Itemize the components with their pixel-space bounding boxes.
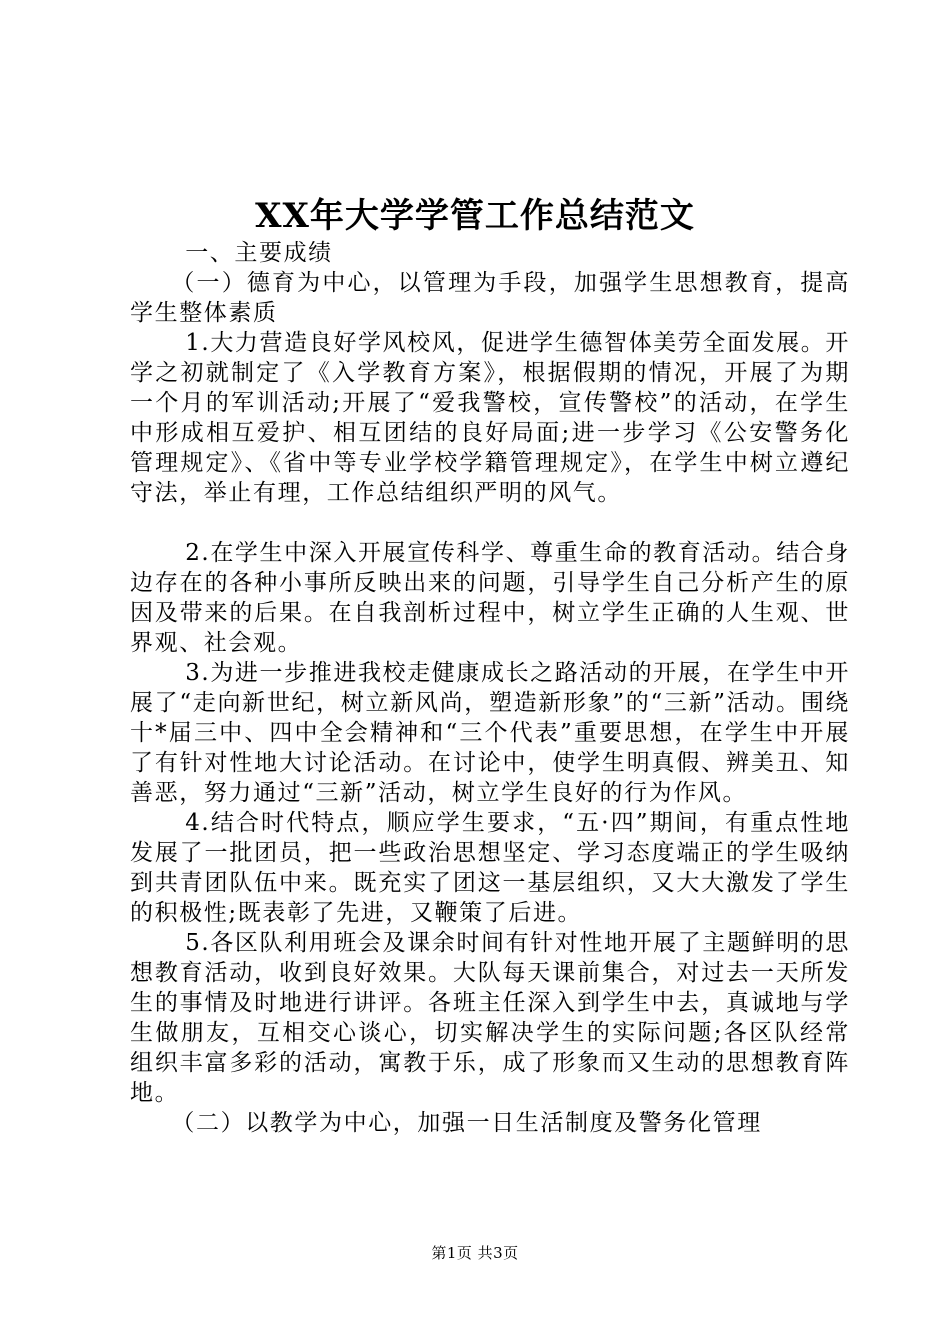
paragraph-item-1: 1.大力营造良好学风校风，促进学生德智体美劳全面发展。开学之初就制定了《入学教育方案》，根据假期的情况，开展了为期一个月的军训活动;开展了“爱我警校，宣传警校”的活动，在学生中形成相互爱护、相互团结的良好局面;进一步学习《公安警务化管理规定》、《省中等专业学校学籍管理规定》，在学生中树立遵纪守法，举止有理，工作总结组织严明的风气。 [130,330,850,506]
paragraph-item-4: 4.结合时代特点，顺应学生要求，“五·四”期间，有重点性地发展了一批团员，把一些政治思想坚定、学习态度端正的学生吸纳到共青团队伍中来。既充实了团这一基层组织，又大大激发了学生的积极性;既表彰了先进，又鞭策了后进。 [130,810,850,926]
section-heading: 一、主要成绩 [185,240,333,266]
subsection-heading: （一）德育为中心，以管理为手段，加强学生思想教育，提高学生整体素质 [130,270,850,326]
document-body [130,238,850,1138]
paragraph-item-3: 3.为进一步推进我校走健康成长之路活动的开展，在学生中开展了“走向新世纪，树立新风尚，塑造新形象”的“三新”活动。围绕十*届三中、四中全会精神和“三个代表”重要思想，在学生中开展了有针对性地大讨论活动。在讨论中，使学生明真假、辨美丑、知善恶，努力通过“三新”活动，树立学生良好的行为作风。 [130,660,850,806]
document-title: XX年大学学管工作总结范文 [255,196,695,236]
paragraph-item-2: 2.在学生中深入开展宣传科学、尊重生命的教育活动。结合身边存在的各种小事所反映出来的问题，引导学生自己分析产生的原因及带来的后果。在自我剖析过程中，树立学生正确的人生观、世界观、社会观。 [130,540,850,656]
paragraph-gap [130,508,850,538]
paragraph-item-5: 5.各区队利用班会及课余时间有针对性地开展了主题鲜明的思想教育活动，收到良好效果。大队每天课前集合，对过去一天所发生的事情及时地进行讲评。各班主任深入到学生中去，真诚地与学生做朋友，互相交心谈心，切实解决学生的实际问题;各区队经常组织丰富多彩的活动，寓教于乐，成了形象而又生动的思想教育阵地。 [130,930,850,1106]
page-footer: 第1页 共3页 [431,1244,519,1262]
subsection-heading-2: （二）以教学为中心，加强一日生活制度及警务化管理 [171,1110,762,1136]
